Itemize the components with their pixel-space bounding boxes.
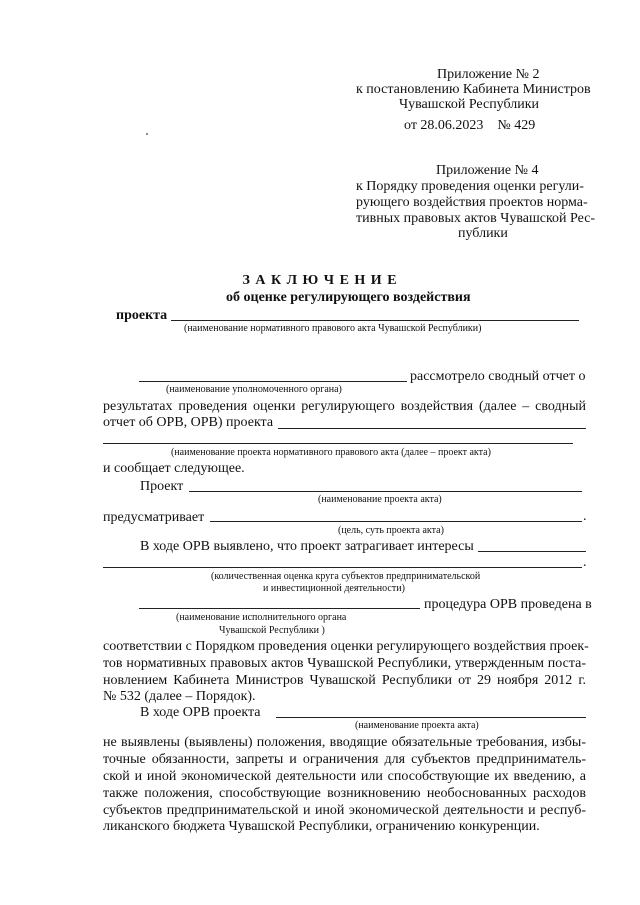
quant-hint-2: и инвестиционной деятельности) — [263, 583, 405, 594]
paragraph2-line2: точные обязанности, запреты и ограничения для субъектов предприниматель- — [103, 752, 586, 767]
orv-found-text: В ходе ОРВ выявлено, что проект затрагивает интересы — [140, 539, 474, 554]
appendix2-line3: Чувашской Республики — [399, 97, 540, 112]
goal-period: . — [583, 509, 587, 524]
authorized-body-blank[interactable] — [139, 381, 407, 382]
paragraph1-line3: новлением Кабинета Министров Чувашской Республики от 29 ноября 2012 г. — [103, 673, 586, 688]
exec-hint-1: (наименование исполнительного органа — [176, 612, 347, 623]
paragraph2-line4: также положения, способствующие возникновению необоснованных расходов — [103, 786, 586, 801]
appendix4-line3: рующего воздействия проектов норма- — [356, 195, 588, 210]
paragraph2-line1: не выявлены (выявлены) положения, вводящие обязательные требования, избы- — [103, 735, 586, 750]
authorized-body-hint: (наименование уполномоченного органа) — [166, 384, 342, 395]
act-name-hint-1: (наименование проекта акта) — [318, 494, 442, 505]
paragraph2-line5: субъектов предпринимательской и иной экономической деятельности и респуб- — [103, 803, 586, 818]
appendix4-line2: к Порядку проведения оценки регули- — [356, 179, 584, 194]
procedure-text: процедура ОРВ проведена в — [424, 597, 592, 612]
quant-hint-1: (количественная оценка круга субъектов предпринимательской — [211, 571, 481, 582]
interests-blank-1[interactable] — [478, 551, 586, 552]
project-label: проекта — [116, 308, 168, 323]
paragraph2-line3: ской и иной экономической деятельности или способствующие их введению, а — [103, 769, 586, 784]
exec-hint-2: Чувашской Республики ) — [219, 625, 325, 636]
reports-text: и сообщает следующее. — [103, 461, 245, 476]
paragraph1-line2: тов нормативных правовых актов Чувашской Республики, утвержденным поста- — [103, 656, 586, 671]
exec-body-blank[interactable] — [139, 608, 420, 609]
considered-text: рассмотрело сводный отчет о — [410, 369, 586, 384]
document-title: З А К Л Ю Ч Е Н И Е — [242, 273, 398, 288]
appendix2-date-number: от 28.06.2023 № 429 — [404, 118, 536, 133]
scan-speck — [146, 133, 148, 135]
appendix4-line1: Приложение № 4 — [436, 163, 539, 178]
draft-project-blank-1[interactable] — [278, 428, 586, 429]
results-line2: отчет об ОРВ, ОРВ) проекта — [103, 415, 274, 430]
npa-name-blank[interactable] — [171, 320, 579, 321]
appendix2-line2: к постановлению Кабинета Министров — [356, 82, 591, 97]
project-text: Проект — [140, 479, 184, 494]
orv-project-text: В ходе ОРВ проекта — [140, 705, 261, 720]
results-line1: результатах проведения оценки регулирующего воздействия (далее – сводный — [103, 399, 586, 414]
goal-hint: (цель, суть проекта акта) — [338, 525, 444, 536]
draft-project-blank-2[interactable] — [103, 443, 573, 444]
draft-npa-hint: (наименование проекта нормативного правового акта (далее – проект акта) — [171, 447, 491, 458]
paragraph1-line1: соответствии с Порядком проведения оценки регулирующего воздействия проек- — [103, 639, 589, 654]
appendix4-line4: тивных правовых актов Чувашской Рес- — [356, 211, 596, 226]
paragraph2-line6: ликанского бюджета Чувашской Республики, ограничению конкуренции. — [103, 819, 540, 834]
appendix4-line5: публики — [458, 226, 508, 241]
interests-period: . — [583, 555, 587, 570]
interests-blank-2[interactable] — [103, 567, 582, 568]
act-name-hint-2: (наименование проекта акта) — [355, 720, 479, 731]
act-name-blank-2[interactable] — [276, 717, 586, 718]
provides-text: предусматривает — [103, 510, 205, 525]
appendix2-line1: Приложение № 2 — [437, 67, 540, 82]
npa-name-hint: (наименование нормативного правового акта Чувашской Республики) — [184, 323, 482, 334]
paragraph1-line4: № 532 (далее – Порядок). — [103, 689, 256, 704]
document-subtitle: об оценке регулирующего воздействия — [226, 290, 471, 305]
act-name-blank-1[interactable] — [189, 491, 582, 492]
goal-blank[interactable] — [210, 521, 582, 522]
